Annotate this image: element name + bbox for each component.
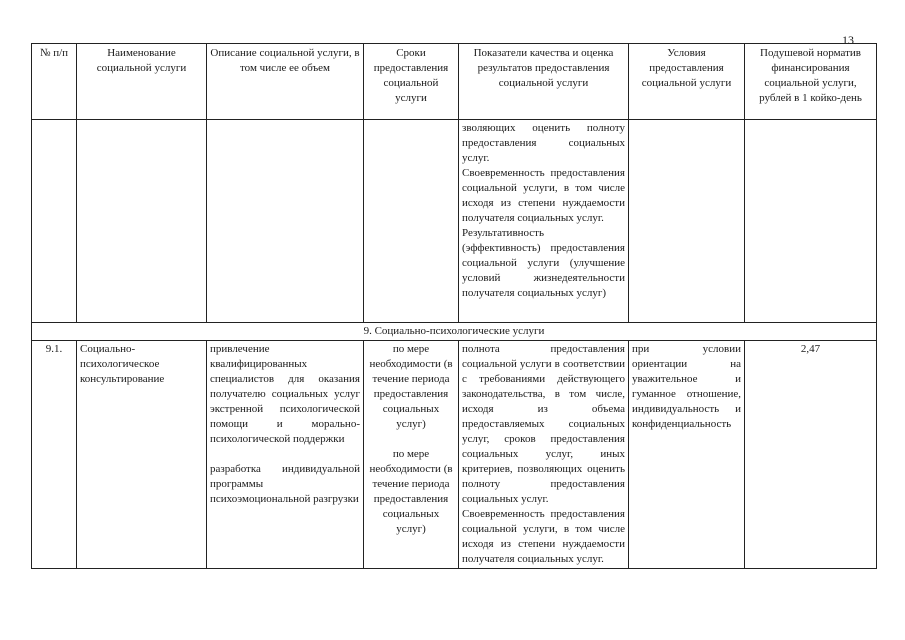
terms-text: по мере необходимости (в течение периода предоставления социальных услуг) [369, 448, 453, 535]
section-row [32, 323, 877, 341]
cell-empty [77, 120, 207, 323]
service-norm: 2,47 [745, 341, 877, 569]
cell-empty [629, 120, 745, 323]
header-norm: Подушевой норматив финансирования социальной услуги, рублей в 1 койко-день [745, 44, 877, 120]
page-number: 13 [842, 33, 854, 47]
terms-text: по мере необходимости (в течение периода предоставления социальных услуг) [369, 343, 453, 430]
header-terms: Сроки предоставления социальной услуги [364, 44, 459, 120]
header-name: Наименование социальной услуги [77, 44, 207, 120]
service-conditions: при условии ориентации на уважительное и гуманное отношение, индивидуальность и конфиденциальность [629, 341, 745, 569]
service-name: Социально-психологическое консультирование [77, 341, 207, 569]
quality-text: Своевременность предоставления социальной услуги, в том числе исходя из степени нуждаемости получателя социальных услуг. [462, 508, 625, 565]
quality-text: Результативность (эффективность) предоставления социальной услуги (улучшение условий жизнедеятельности получателя социальных услуг) [462, 227, 625, 299]
table-header-row [32, 44, 877, 120]
section-title: 9. Социально-психологические услуги [32, 323, 877, 341]
header-quality: Показатели качества и оценка результатов предоставления социальной услуги [459, 44, 629, 120]
header-description: Описание социальной услуги, в том числе ее объем [207, 44, 364, 120]
quality-text: Своевременность предоставления социальной услуги, в том числе исходя из степени нуждаемости получателя социальных услуг. [462, 167, 625, 224]
cell-empty [364, 120, 459, 323]
continuation-quality-cell [459, 120, 629, 323]
header-conditions: Условия предоставления социальной услуги [629, 44, 745, 120]
cell-empty [745, 120, 877, 323]
cell-empty [32, 120, 77, 323]
services-table [31, 43, 877, 569]
service-quality-cell [459, 341, 629, 569]
quality-text: полнота предоставления социальной услуги в соответствии с требованиями действующего законодательства, в том числе, исходя из объема предоставляемых социальных услуг, сроков предоставления социальных услуг, иных критериев, позволяющих оценить полноту предоставления социальных услуг. [462, 343, 625, 505]
header-num: № п/п [32, 44, 77, 120]
continuation-row [32, 120, 877, 323]
description-text: привлечение квалифицированных специалистов для оказания получателю социальных услуг экстренной психологической помощи и морально-психологической поддержки [210, 343, 360, 445]
service-number: 9.1. [32, 341, 77, 569]
quality-text: зволяющих оценить полноту предоставления социальных услуг. [462, 122, 625, 164]
service-terms-cell [364, 341, 459, 569]
service-description-cell [207, 341, 364, 569]
description-text: разработка индивидуальной программы психоэмоциональной разгрузки [210, 463, 360, 505]
cell-empty [207, 120, 364, 323]
service-row [32, 341, 877, 569]
